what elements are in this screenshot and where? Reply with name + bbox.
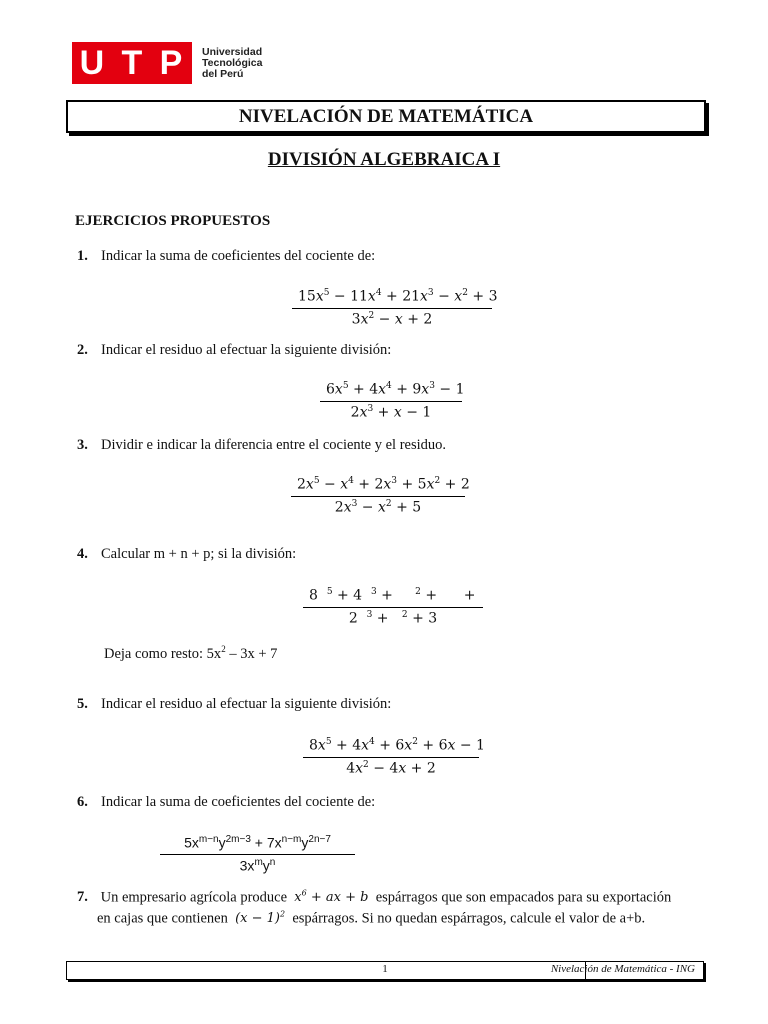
exercise-3 bbox=[77, 437, 446, 454]
exercise-5 bbox=[77, 696, 391, 713]
logo-letter-u: U bbox=[79, 44, 107, 82]
exercise-number: 5. bbox=[77, 696, 88, 712]
fraction-denominator: $3x^my^n$ bbox=[239, 856, 276, 874]
fraction-6 bbox=[160, 834, 355, 873]
exercise-4 bbox=[77, 546, 296, 563]
note-prefix: Deja como resto: 5x bbox=[104, 645, 222, 662]
fraction-2 bbox=[320, 381, 465, 421]
exercise-number: 1. bbox=[77, 248, 88, 264]
exercise-7-text-d: espárragos. Si no quedan espárragos, calcule el valor de a+b. bbox=[292, 910, 646, 927]
exercise-number: 4. bbox=[77, 546, 88, 562]
university-name-line-1: Universidad bbox=[202, 45, 263, 58]
exercise-text: Indicar el residuo al efectuar la siguiente división: bbox=[101, 696, 392, 712]
document-subtitle: DIVISIÓN ALGEBRAICA I bbox=[267, 149, 501, 170]
exercise-number: 3. bbox=[77, 437, 88, 453]
title-box bbox=[66, 100, 706, 133]
fraction-5 bbox=[303, 737, 485, 777]
fraction-numerator: 8 $^5$ + 4 $^3$ + $^2$ + + bbox=[309, 587, 489, 604]
note-suffix: – 3x + 7 bbox=[225, 645, 278, 662]
exercise-number: 6. bbox=[77, 794, 88, 810]
fraction-1 bbox=[292, 288, 498, 328]
exercise-7-line-1 bbox=[77, 889, 671, 906]
utp-logo bbox=[72, 42, 262, 84]
exercise-2 bbox=[77, 342, 391, 359]
exercise-number: 7. bbox=[77, 889, 88, 906]
fraction-denominator: $3x^2 - x + 2$ bbox=[351, 310, 433, 328]
fraction-4 bbox=[303, 587, 489, 627]
utp-logo-mark bbox=[72, 42, 192, 84]
logo-letter-t: T bbox=[121, 44, 145, 82]
university-name-line-3: del Perú bbox=[202, 67, 244, 80]
exercise-text: Calcular m + n + p; si la división: bbox=[101, 546, 297, 562]
exercise-1 bbox=[77, 248, 375, 265]
exercise-7-text-a: Un empresario agrícola produce bbox=[100, 889, 288, 906]
divisor-expression: $(x - 1)^2$ bbox=[235, 910, 286, 927]
exercise-text: Indicar la suma de coeficientes del cociente de: bbox=[101, 248, 376, 264]
exercise-number: 2. bbox=[77, 342, 88, 358]
exercise-text: Indicar el residuo al efectuar la siguiente división: bbox=[101, 342, 392, 358]
logo-letter-p: P bbox=[159, 44, 185, 82]
exercise-6 bbox=[77, 794, 375, 811]
fraction-numerator: $5x^{m-n}y^{2m-3} + 7x^{n-m}y^{2n-7}$ bbox=[184, 834, 331, 851]
fraction-denominator: 2 $^3$ + $^2$ + 3 bbox=[348, 609, 438, 627]
fraction-denominator: $4x^2 - 4x + 2$ bbox=[346, 759, 436, 777]
fraction-numerator: $8x^5 + 4x^4 + 6x^2 + 6x - 1$ bbox=[309, 737, 485, 754]
exercise-text: Indicar la suma de coeficientes del cociente de: bbox=[101, 794, 376, 810]
university-name-line-2: Tecnológica bbox=[202, 56, 263, 69]
section-title: EJERCICIOS PROPUESTOS bbox=[75, 213, 271, 229]
fraction-numerator: $15x^5 - 11x^4 + 21x^3 - x^2 + 3$ bbox=[298, 288, 498, 305]
page-number: 1 bbox=[382, 963, 388, 975]
subtitle-row bbox=[0, 149, 768, 171]
exercise-7-text-c: en cajas que contienen bbox=[97, 910, 228, 927]
fraction-denominator: $2x^3 + x - 1$ bbox=[350, 403, 432, 421]
exercise-text: Dividir e indicar la diferencia entre el cociente y el residuo. bbox=[101, 437, 447, 453]
university-name bbox=[202, 47, 262, 80]
note-exponent: 2 bbox=[221, 644, 226, 654]
polynomial-expression: $x^6$ + ax + b bbox=[294, 889, 369, 906]
page-footer bbox=[66, 961, 704, 980]
fraction-denominator: $2x^3 - x^2 + 5$ bbox=[334, 498, 422, 516]
fraction-3 bbox=[291, 476, 470, 516]
fraction-numerator: $6x^5 + 4x^4 + 9x^3 - 1$ bbox=[326, 381, 465, 398]
document-title: NIVELACIÓN DE MATEMÁTICA bbox=[238, 105, 534, 127]
exercise-7-text-b: espárragos que son empacados para su exportación bbox=[375, 889, 672, 906]
exercise-7-line-2 bbox=[97, 910, 645, 927]
fraction-numerator: $2x^5 - x^4 + 2x^3 + 5x^2 + 2$ bbox=[297, 476, 470, 493]
course-name: Nivelación de Matemática - ING bbox=[550, 963, 695, 975]
exercise-4-remainder bbox=[104, 644, 277, 663]
